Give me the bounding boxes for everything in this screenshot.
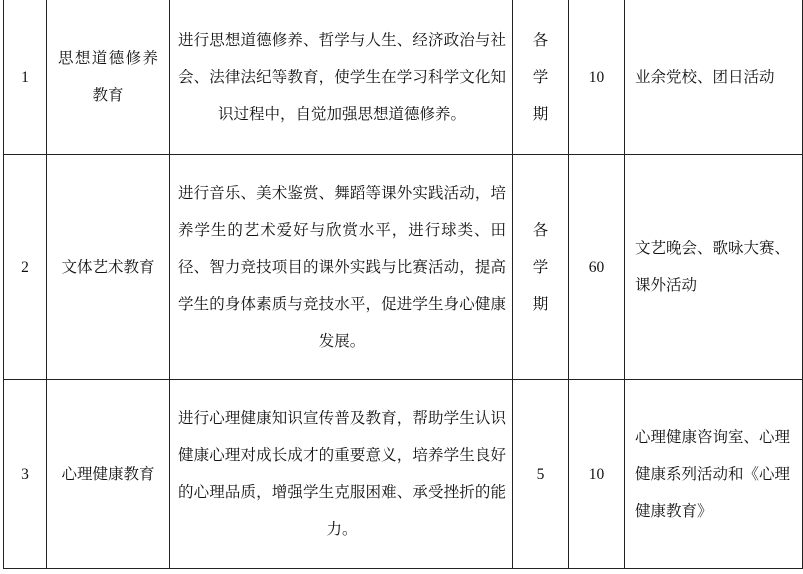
term: 各学期 bbox=[532, 220, 549, 313]
term-cell bbox=[513, 155, 569, 380]
course-name: 心理健康教育 bbox=[61, 464, 155, 483]
course-name: 文体艺术教育 bbox=[61, 257, 155, 276]
course-content: 进行心理健康知识宣传普及教育，帮助学生认识健康心理对成长成才的重要意义，培养学生良好的心理品质，增强学生克服困难、承受挫折的能力。 bbox=[178, 409, 506, 538]
course-content-cell bbox=[170, 0, 513, 155]
activity-form: 心理健康咨询室、心理健康系列活动和《心理健康教育》 bbox=[625, 380, 803, 569]
course-content-cell bbox=[170, 380, 513, 569]
row-number: 3 bbox=[4, 380, 47, 569]
course-name-cell bbox=[47, 380, 170, 569]
term: 5 bbox=[513, 380, 569, 569]
table-row bbox=[4, 380, 803, 569]
table-row bbox=[4, 155, 803, 380]
course-name: 思想道德修养教育 bbox=[58, 49, 158, 104]
course-content-cell bbox=[170, 155, 513, 380]
hours: 10 bbox=[569, 0, 625, 155]
course-content: 进行音乐、美术鉴赏、舞蹈等课外实践活动，培养学生的艺术爱好与欣赏水平，进行球类、田径、智力竞技项目的课外实践与比赛活动，提高学生的身体素质与竞技水平，促进学生身心健康发展。 bbox=[178, 183, 506, 350]
activity-form: 文艺晚会、歌咏大赛、课外活动 bbox=[625, 155, 803, 380]
course-name-cell bbox=[47, 0, 170, 155]
curriculum-table bbox=[3, 0, 803, 569]
course-name-cell bbox=[47, 155, 170, 380]
table-row bbox=[4, 0, 803, 155]
hours: 60 bbox=[569, 155, 625, 380]
term-cell bbox=[513, 0, 569, 155]
row-number: 2 bbox=[4, 155, 47, 380]
activity-form: 业余党校、团日活动 bbox=[625, 0, 803, 155]
hours: 10 bbox=[569, 380, 625, 569]
row-number: 1 bbox=[4, 0, 47, 155]
term: 各学期 bbox=[532, 30, 549, 123]
course-content: 进行思想道德修养、哲学与人生、经济政治与社会、法律法纪等教育，使学生在学习科学文化知识过程中，自觉加强思想道德修养。 bbox=[178, 30, 506, 123]
